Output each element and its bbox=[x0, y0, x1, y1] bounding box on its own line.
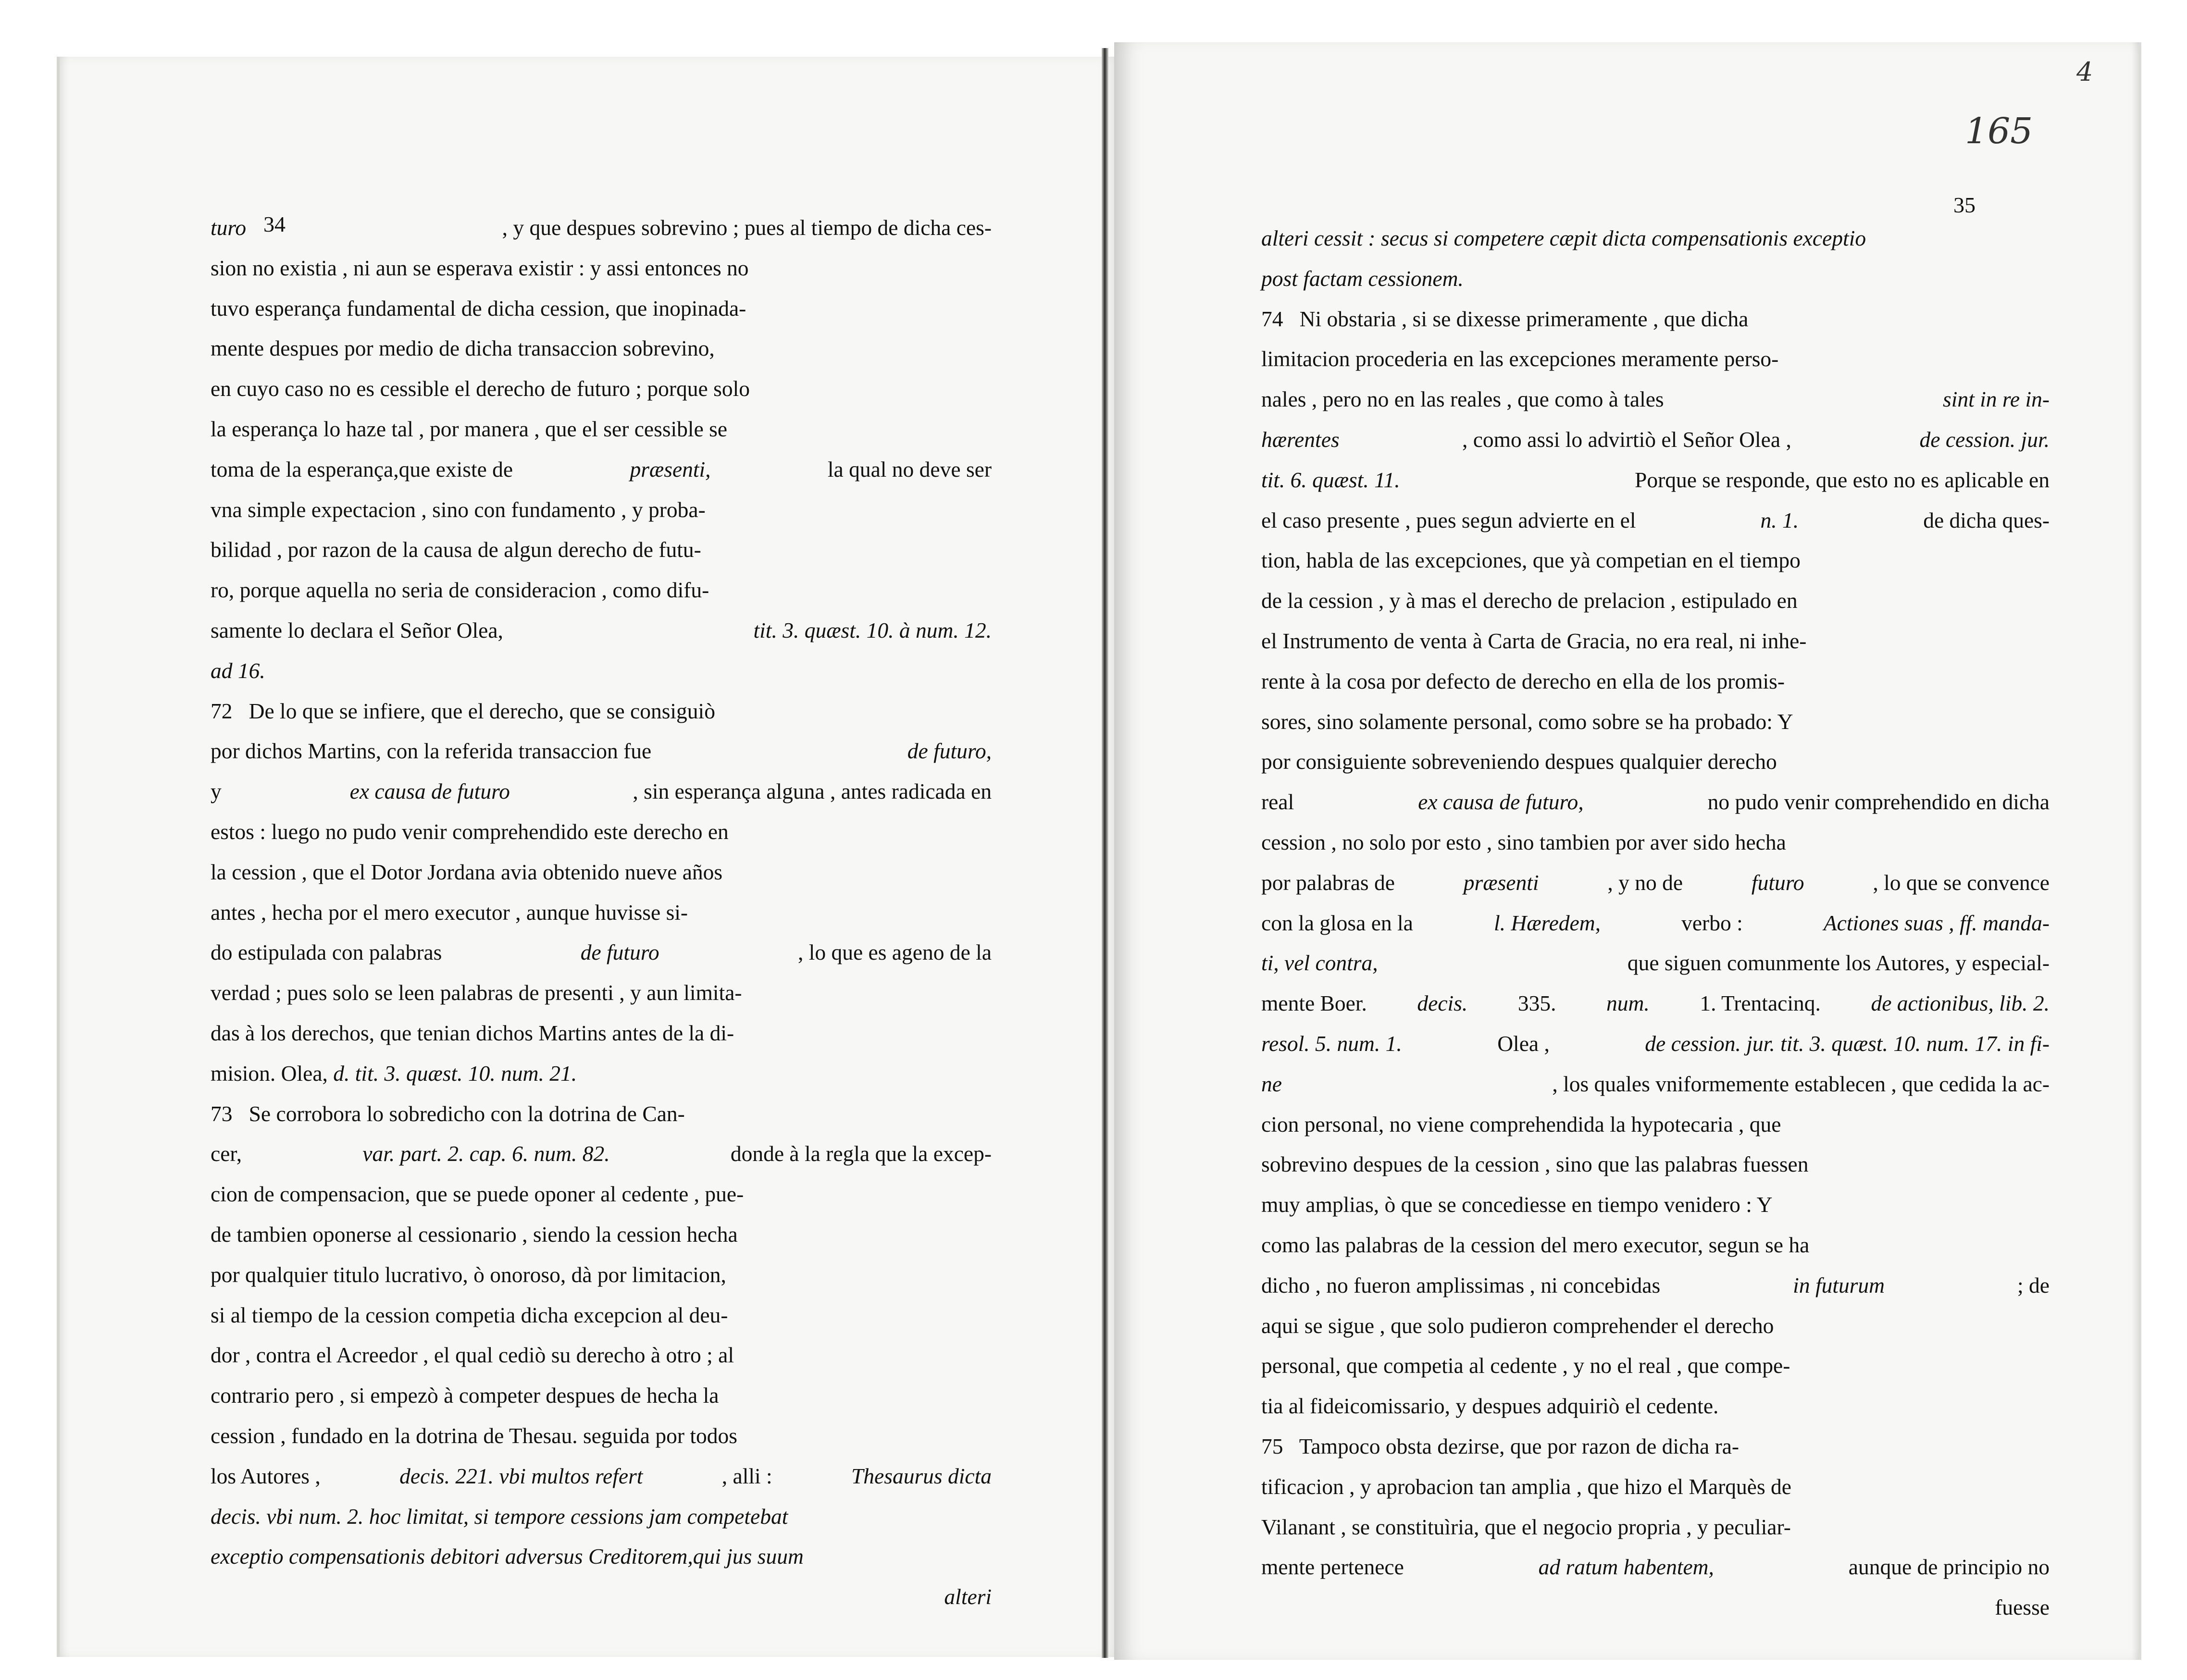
text: , lo que es ageno de la bbox=[792, 940, 992, 965]
right-page-line bbox=[1261, 1467, 2050, 1507]
text: , los quales vniformemente establecen , que cedida la ac- bbox=[1546, 1071, 2050, 1096]
right-page-line bbox=[1261, 379, 2050, 420]
italic-text: Thesaurus dicta bbox=[851, 1463, 992, 1488]
right-page-line bbox=[1261, 1547, 2050, 1587]
text: samente lo declara el Señor Olea, bbox=[211, 618, 509, 642]
right-page-line bbox=[1261, 621, 2050, 661]
text: Porque se responde, que esto no es aplicable en bbox=[1629, 467, 2050, 492]
text: con la glosa en la bbox=[1261, 910, 1419, 935]
italic-text: turo bbox=[211, 215, 247, 240]
text: 73 Se corrobora lo sobredicho con la dotrina de Can- bbox=[211, 1101, 685, 1126]
left-page-line bbox=[211, 812, 992, 852]
right-page-line bbox=[1261, 1306, 2050, 1346]
handwritten-corner-mark: 4 bbox=[2076, 57, 2093, 87]
text: cession , no solo por esto , sino tambien por aver sido hecha bbox=[1261, 829, 1786, 854]
right-page-line bbox=[1261, 1346, 2050, 1386]
right-page-line bbox=[1261, 460, 2050, 500]
text: tia al fideicomissario, y despues adquiriò el cedente. bbox=[1261, 1394, 1719, 1419]
right-page-line bbox=[1261, 903, 2050, 943]
left-page-line bbox=[211, 731, 992, 771]
left-page-line bbox=[211, 288, 992, 329]
text: cion de compensacion, que se puede oponer al cedente , pue- bbox=[211, 1182, 744, 1207]
text: cession , fundado en la dotrina de Thesau. seguida por todos bbox=[211, 1423, 737, 1448]
text: mente despues por medio de dicha transaccion sobrevino, bbox=[211, 336, 715, 361]
text: no pudo venir comprehendido en dicha bbox=[1702, 790, 2050, 815]
text: 75 Tampoco obsta dezirse, que por razon de dicha ra- bbox=[1261, 1433, 1740, 1458]
text: en cuyo caso no es cessible el derecho de futuro ; porque solo bbox=[211, 376, 750, 401]
right-page-line bbox=[1261, 1104, 2050, 1145]
italic-text: ex causa de futuro bbox=[349, 779, 510, 804]
text: 335. bbox=[1512, 991, 1562, 1016]
text: por dichos Martins, con la referida transaccion fue bbox=[211, 739, 657, 764]
text: dicho , no fueron amplissimas , ni concebidas bbox=[1261, 1272, 1666, 1297]
right-page-line bbox=[1261, 1144, 2050, 1185]
italic-text: de futuro bbox=[580, 940, 659, 965]
left-page-line bbox=[211, 771, 992, 812]
italic-text: de cession. jur. bbox=[1919, 427, 2050, 452]
italic-text: tit. 3. quæst. 10. à num. 12. bbox=[753, 618, 992, 642]
text: sobrevino despues de la cession , sino que las palabras fuessen bbox=[1261, 1152, 1809, 1177]
left-page-line bbox=[211, 1255, 992, 1295]
left-page-line bbox=[211, 530, 992, 570]
italic-text: futuro bbox=[1751, 870, 1804, 895]
text: contrario pero , si empezò à competer despues de hecha la bbox=[211, 1383, 719, 1408]
text: verbo : bbox=[1676, 910, 1749, 935]
italic-text: decis. 221. vbi multos refert bbox=[399, 1463, 643, 1488]
left-page-line bbox=[211, 328, 992, 369]
text: real bbox=[1261, 790, 1300, 815]
text: bilidad , por razon de la causa de algun derecho de futu- bbox=[211, 537, 701, 562]
right-page-line bbox=[1261, 420, 2050, 460]
left-page-line bbox=[211, 1174, 992, 1214]
right-page-line bbox=[1261, 1225, 2050, 1265]
left-page-line bbox=[211, 1496, 992, 1537]
text: das à los derechos, que tenian dichos Martins antes de la di- bbox=[211, 1020, 734, 1045]
italic-text: ad ratum habentem, bbox=[1538, 1555, 1714, 1580]
left-page-line bbox=[211, 691, 992, 731]
left-page-line bbox=[211, 1094, 992, 1134]
text: sion no existia , ni aun se esperava existir : y assi entonces no bbox=[211, 255, 749, 280]
left-page-line bbox=[211, 651, 992, 691]
italic-text: Actiones suas , ff. manda- bbox=[1823, 910, 2050, 935]
text: la qual no deve ser bbox=[822, 457, 992, 482]
text: , como assi lo advirtiò el Señor Olea , bbox=[1462, 427, 1797, 452]
right-page-line bbox=[1261, 661, 2050, 702]
text: la cession , que el Dotor Jordana avia obtenido nueve años bbox=[211, 859, 723, 884]
left-page-line bbox=[211, 1295, 992, 1335]
text: mision. Olea, bbox=[211, 1061, 334, 1086]
text: los Autores , bbox=[211, 1463, 326, 1488]
italic-text: in futurum bbox=[1793, 1272, 1885, 1297]
italic-text: resol. 5. num. 1. bbox=[1261, 1031, 1402, 1056]
text: de tambien oponerse al cessionario , siendo la cession hecha bbox=[211, 1222, 738, 1247]
left-page-line bbox=[211, 932, 992, 973]
text: por palabras de bbox=[1261, 870, 1401, 895]
text: donde à la regla que la excep- bbox=[725, 1141, 992, 1166]
left-page-line bbox=[211, 409, 992, 449]
text: muy amplias, ò que se concediesse en tiempo venidero : Y bbox=[1261, 1192, 1773, 1217]
right-page-line bbox=[1261, 540, 2050, 581]
italic-text: var. part. 2. cap. 6. num. 82. bbox=[362, 1141, 610, 1166]
right-page-line bbox=[1261, 259, 2050, 299]
right-page-line bbox=[1261, 1426, 2050, 1467]
italic-text: de actionibus, lib. 2. bbox=[1871, 991, 2050, 1016]
text: , lo que se convence bbox=[1867, 870, 2050, 895]
right-page-line bbox=[1261, 822, 2050, 863]
italic-text: ex causa de futuro, bbox=[1418, 790, 1584, 815]
text: , y no de bbox=[1602, 870, 1689, 895]
left-page-line bbox=[211, 1013, 992, 1053]
italic-text: decis. bbox=[1417, 991, 1468, 1016]
right-page-line bbox=[1261, 1265, 2050, 1306]
text: antes , hecha por el mero executor , aunque huvisse si- bbox=[211, 900, 688, 925]
italic-text: ti, vel contra, bbox=[1261, 951, 1378, 976]
text: 1. Trentacinq. bbox=[1694, 991, 1827, 1016]
text: Olea , bbox=[1491, 1031, 1555, 1056]
right-page-line bbox=[1261, 1024, 2050, 1064]
left-page-line bbox=[211, 1536, 992, 1577]
left-page-line bbox=[211, 1577, 992, 1617]
text: cer, bbox=[211, 1141, 248, 1166]
italic-text: n. 1. bbox=[1760, 507, 1799, 532]
left-page-line bbox=[211, 973, 992, 1013]
text: personal, que competia al cedente , y no el real , que compe- bbox=[1261, 1353, 1790, 1378]
left-page-line bbox=[211, 852, 992, 892]
text: fuesse bbox=[1995, 1595, 2050, 1620]
text: tificacion , y aprobacion tan amplia , que hizo el Marquès de bbox=[1261, 1474, 1791, 1499]
italic-text: præsenti bbox=[1463, 870, 1539, 895]
left-page-line bbox=[211, 1375, 992, 1416]
italic-text: d. tit. 3. quæst. 10. num. 21. bbox=[333, 1061, 577, 1086]
right-page-line bbox=[1261, 581, 2050, 621]
right-page-line bbox=[1261, 1386, 2050, 1426]
text: y bbox=[211, 779, 227, 804]
text: mente Boer. bbox=[1261, 991, 1373, 1016]
right-page-line bbox=[1261, 218, 2050, 259]
text: do estipulada con palabras bbox=[211, 940, 447, 965]
text: de dicha ques- bbox=[1917, 507, 2050, 532]
left-page-line bbox=[211, 1456, 992, 1496]
left-page-line bbox=[211, 208, 992, 248]
text: el caso presente , pues segun advierte en el bbox=[1261, 507, 1641, 532]
text: vna simple expectacion , sino con fundamento , y proba- bbox=[211, 497, 706, 522]
italic-text: ad 16. bbox=[211, 658, 265, 683]
text: si al tiempo de la cession competia dicha excepcion al deu- bbox=[211, 1302, 728, 1327]
text: nales , pero no en las reales , que como à tales bbox=[1261, 387, 1670, 412]
italic-text: hærentes bbox=[1261, 427, 1340, 452]
left-page-line bbox=[211, 1335, 992, 1375]
text: cion personal, no viene comprehendida la hypotecaria , que bbox=[1261, 1112, 1781, 1136]
italic-text: decis. vbi num. 2. hoc limitat, si tempore cessions jam competebat bbox=[211, 1504, 788, 1529]
right-page-line bbox=[1261, 1064, 2050, 1104]
right-page-line bbox=[1261, 741, 2050, 782]
text: aqui se sigue , que solo pudieron comprehender el derecho bbox=[1261, 1313, 1774, 1338]
text: la esperança lo haze tal , por manera , que el ser cessible se bbox=[211, 416, 728, 441]
right-page-line bbox=[1261, 943, 2050, 983]
right-page-line bbox=[1261, 1185, 2050, 1225]
right-page-line bbox=[1261, 983, 2050, 1024]
left-page-line bbox=[211, 248, 992, 288]
italic-text: tit. 6. quæst. 11. bbox=[1261, 467, 1400, 492]
left-page-number: 34 bbox=[263, 212, 286, 236]
text: , sin esperança alguna , antes radicada en bbox=[633, 779, 992, 804]
text: toma de la esperança,que existe de bbox=[211, 457, 519, 482]
text: aunque de principio no bbox=[1843, 1555, 2050, 1580]
italic-text: sint in re in- bbox=[1942, 387, 2050, 412]
text: sores, sino solamente personal, como sobre se ha probado: Y bbox=[1261, 709, 1793, 734]
italic-text: de futuro, bbox=[907, 739, 992, 764]
text: mente pertenece bbox=[1261, 1555, 1410, 1580]
text: Vilanant , se constituìria, que el negocio propria , y peculiar- bbox=[1261, 1514, 1791, 1539]
left-page-line bbox=[211, 570, 992, 610]
italic-text: num. bbox=[1606, 991, 1650, 1016]
text: ; de bbox=[2012, 1272, 2050, 1297]
right-page-text bbox=[1261, 218, 2050, 1628]
text: dor , contra el Acreedor , el qual cediò su derecho à otro ; al bbox=[211, 1343, 734, 1368]
right-page-line bbox=[1261, 1507, 2050, 1547]
left-page-line bbox=[211, 490, 992, 530]
left-page-line bbox=[211, 1134, 992, 1174]
italic-text: ne bbox=[1261, 1071, 1282, 1096]
text: por qualquier titulo lucrativo, ò onoroso, dà por limitacion, bbox=[211, 1262, 726, 1287]
handwritten-folio-number: 165 bbox=[1965, 111, 2033, 152]
book-gutter bbox=[1102, 48, 1108, 1658]
left-page-line bbox=[211, 1416, 992, 1456]
right-page-number: 35 bbox=[1953, 193, 1976, 217]
text: tion, habla de las excepciones, que yà competian en el tiempo bbox=[1261, 548, 1801, 573]
right-page-line bbox=[1261, 339, 2050, 379]
left-page-text bbox=[211, 208, 992, 1617]
italic-text: exceptio compensationis debitori adversus Creditorem,qui jus suum bbox=[211, 1544, 804, 1569]
text: de la cession , y à mas el derecho de prelacion , estipulado en bbox=[1261, 588, 1798, 613]
right-page-line bbox=[1261, 299, 2050, 339]
left-page-line bbox=[211, 449, 992, 490]
text: 72 De lo que se infiere, que el derecho, que se consiguiò bbox=[211, 698, 715, 723]
left-page-line bbox=[211, 1053, 992, 1094]
italic-text: post factam cessionem. bbox=[1261, 266, 1464, 291]
text: verdad ; pues solo se leen palabras de presenti , y aun limita- bbox=[211, 980, 742, 1005]
left-page-line bbox=[211, 369, 992, 409]
left-page-line bbox=[211, 1214, 992, 1255]
italic-text: de cession. jur. tit. 3. quæst. 10. num. 17. in fi- bbox=[1645, 1031, 2050, 1056]
italic-text: præsenti, bbox=[630, 457, 711, 482]
text: rente à la cosa por defecto de derecho en ella de los promis- bbox=[1261, 668, 1785, 693]
text: como las palabras de la cession del mero executor, segun se ha bbox=[1261, 1232, 1810, 1257]
text: limitacion procederia en las excepciones meramente perso- bbox=[1261, 346, 1779, 371]
left-page-line bbox=[211, 610, 992, 651]
text: tuvo esperança fundamental de dicha cession, que inopinada- bbox=[211, 296, 746, 321]
text: por consiguiente sobreveniendo despues qualquier derecho bbox=[1261, 749, 1777, 774]
text: ro, porque aquella no seria de consideracion , como difu- bbox=[211, 578, 709, 603]
italic-text: alteri cessit : secus si competere cæpit dicta compensationis exceptio bbox=[1261, 226, 1866, 250]
right-page-line bbox=[1261, 500, 2050, 541]
text: estos : luego no pudo venir comprehendido este derecho en bbox=[211, 819, 729, 844]
left-page-line bbox=[211, 892, 992, 933]
text: , alli : bbox=[716, 1463, 778, 1488]
right-page-line bbox=[1261, 702, 2050, 742]
right-page-line bbox=[1261, 1587, 2050, 1628]
text: , y que despues sobrevino ; pues al tiempo de dicha ces- bbox=[502, 215, 992, 240]
italic-text: l. Hæredem, bbox=[1493, 910, 1601, 935]
text: 74 Ni obstaria , si se dixesse primeramente , que dicha bbox=[1261, 306, 1749, 331]
right-page-line bbox=[1261, 863, 2050, 903]
italic-text: alteri bbox=[944, 1584, 992, 1609]
text: el Instrumento de venta à Carta de Gracia, no era real, ni inhe- bbox=[1261, 628, 1807, 653]
right-page-line bbox=[1261, 782, 2050, 822]
text: que siguen comunmente los Autores, y especial- bbox=[1622, 951, 2050, 976]
